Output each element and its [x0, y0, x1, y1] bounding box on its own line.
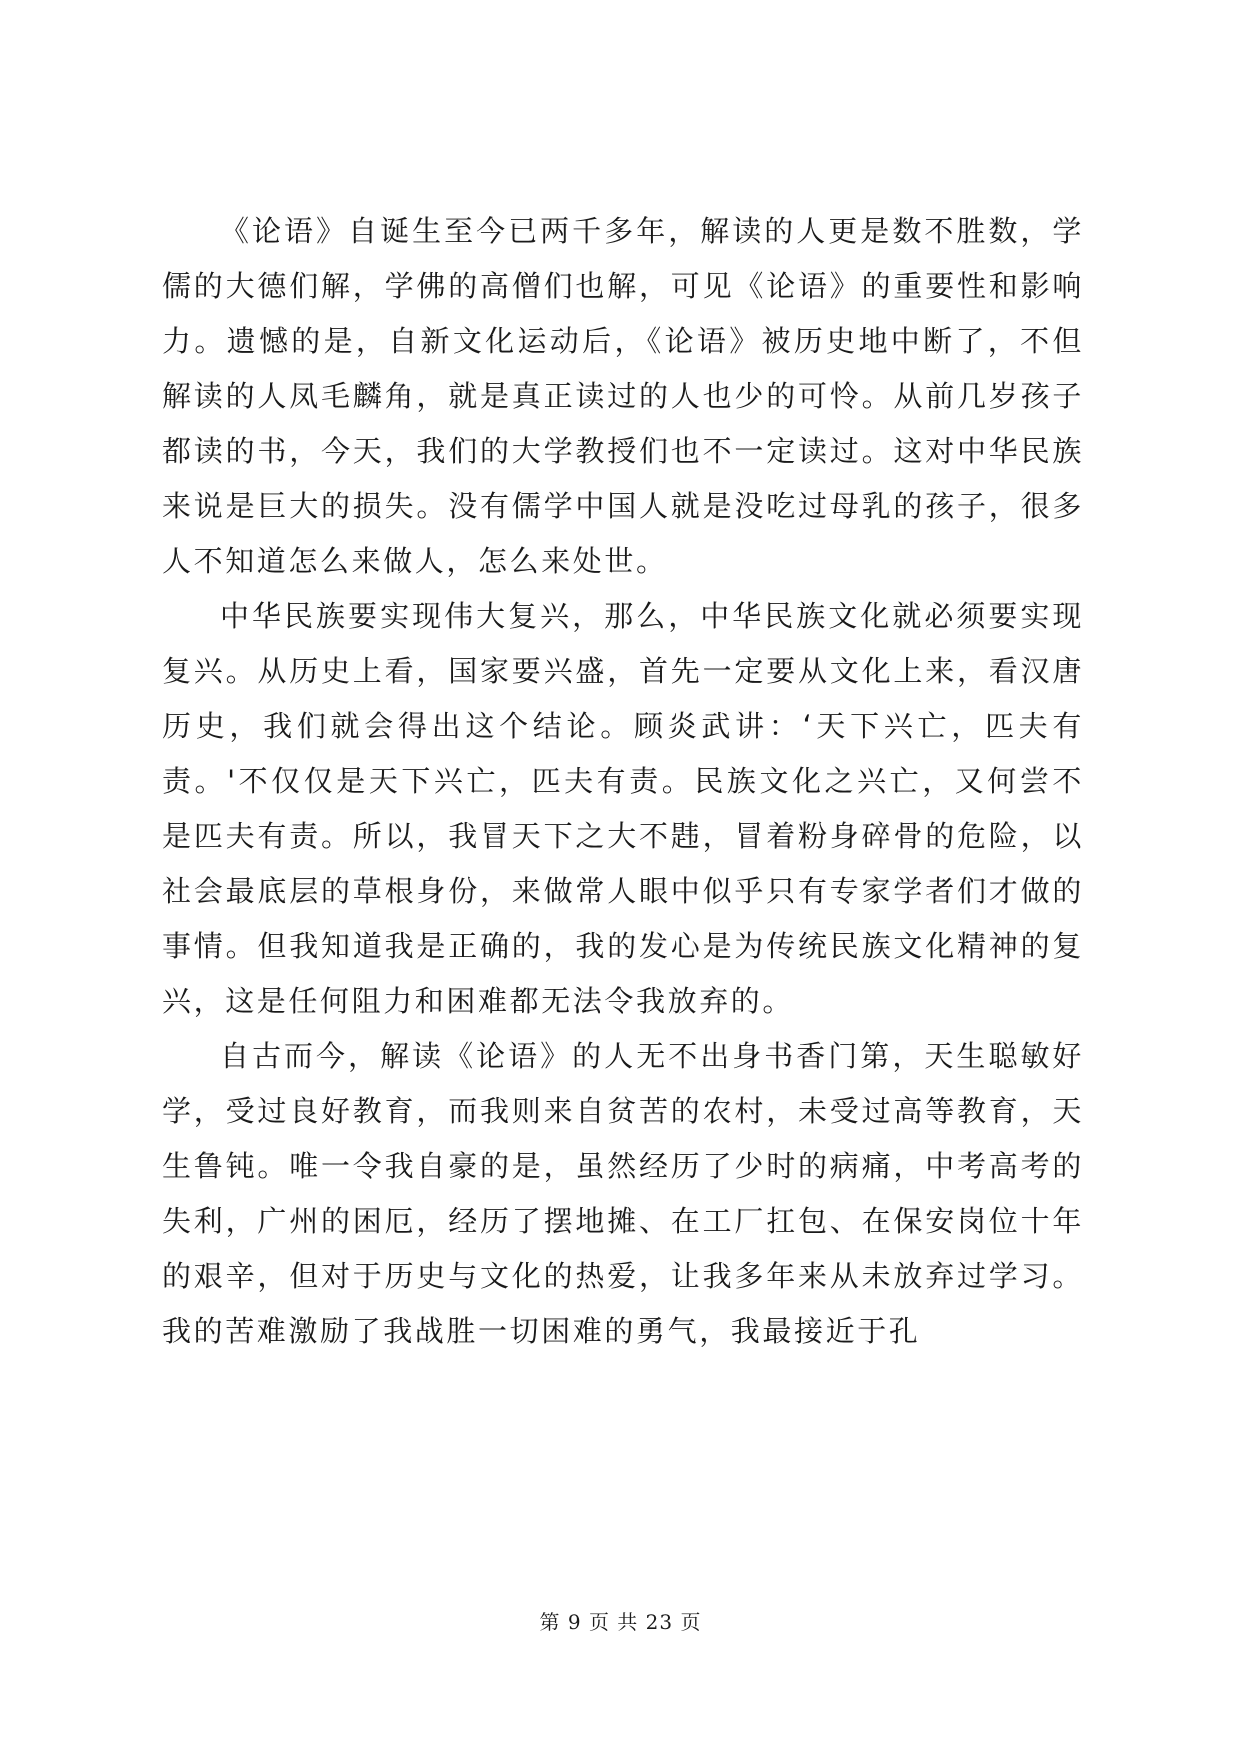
page-number: 第 9 页 共 23 页: [539, 1610, 702, 1634]
paragraph-3: 自古而今，解读《论语》的人无不出身书香门第，天生聪敏好学，受过良好教育，而我则来自贫苦的农村，未受过高等教育，天生鲁钝。唯一令我自豪的是，虽然经历了少时的病痛，中考高考的失利，广州的困厄，经历了摆地摊、在工厂扛包、在保安岗位十年的艰辛，但对于历史与文化的热爱，让我多年来从未放弃过学习。我的苦难激励了我战胜一切困难的勇气，我最接近于孔: [162, 1039, 1084, 1348]
body-text: [162, 204, 1084, 1359]
paragraph-2: 中华民族要实现伟大复兴，那么，中华民族文化就必须要实现复兴。从历史上看，国家要兴盛，首先一定要从文化上来，看汉唐历史，我们就会得出这个结论。顾炎武讲：‘天下兴亡，匹夫有责。'不仅仅是天下兴亡，匹夫有责。民族文化之兴亡，又何尝不是匹夫有责。所以，我冒天下之大不韪，冒着粉身碎骨的危险，以社会最底层的草根身份，来做常人眼中似乎只有专家学者们才做的事情。但我知道我是正确的，我的发心是为传统民族文化精神的复兴，这是任何阻力和困难都无法令我放弃的。: [162, 599, 1084, 1018]
paragraph-1: 《论语》自诞生至今已两千多年，解读的人更是数不胜数，学儒的大德们解，学佛的高僧们也解，可见《论语》的重要性和影响力。遗憾的是，自新文化运动后，《论语》被历史地中断了，不但解读的人凤毛麟角，就是真正读过的人也少的可怜。从前几岁孩子都读的书，今天，我们的大学教授们也不一定读过。这对中华民族来说是巨大的损失。没有儒学中国人就是没吃过母乳的孩子，很多人不知道怎么来做人，怎么来处世。: [162, 214, 1084, 578]
page-footer: [0, 1606, 1241, 1635]
